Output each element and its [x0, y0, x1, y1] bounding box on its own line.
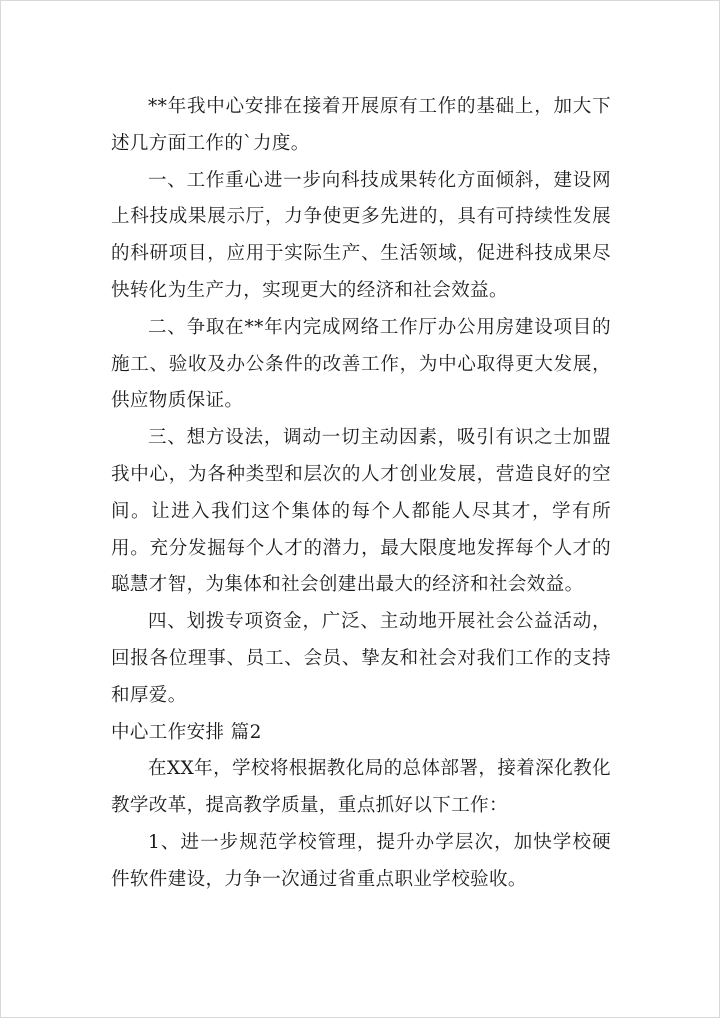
- paragraph-item-1: 一、工作重心进一步向科技成果转化方面倾斜，建设网上科技成果展示厅，力争使更多先进的，具有可持续性发展的科研项目，应用于实际生产、生活领域，促进科技成果尽快转化为生产力，实现更大的经济和社会效益。: [111, 169, 611, 301]
- document-body: [111, 89, 611, 899]
- paragraph-item-2: 二、争取在**年内完成网络工作厅办公用房建设项目的施工、验收及办公条件的改善工作，为中心取得更大发展，供应物质保证。: [111, 316, 611, 412]
- paragraph-item-4: 四、划拨专项资金，广泛、主动地开展社会公益活动，回报各位理事、员工、会员、挚友和社会对我们工作的支持和厚爱。: [111, 611, 611, 706]
- paragraph-item-3: 三、想方设法，调动一切主动因素，吸引有识之士加盟我中心，为各种类型和层次的人才创业发展，营造良好的空间。让进入我们这个集体的每个人都能人尽其才，学有所用。充分发掘每个人才的潜力，最大限度地发挥每个人才的聪慧才智，为集体和社会创建出最大的经济和社会效益。: [111, 427, 611, 596]
- section-paragraph-item-1: 1、进一步规范学校管理，提升办学层次，加快学校硬件软件建设，力争一次通过省重点职业学校验收。: [111, 831, 611, 890]
- paragraph-intro: **年我中心安排在接着开展原有工作的基础上，加大下述几方面工作的`力度。: [111, 96, 611, 154]
- section-paragraph-intro: 在XX年，学校将根据教化局的总体部署，接着深化教化教学改革，提高教学质量，重点抓好以下工作：: [111, 758, 611, 817]
- section-heading: 中心工作安排 篇2: [111, 721, 262, 743]
